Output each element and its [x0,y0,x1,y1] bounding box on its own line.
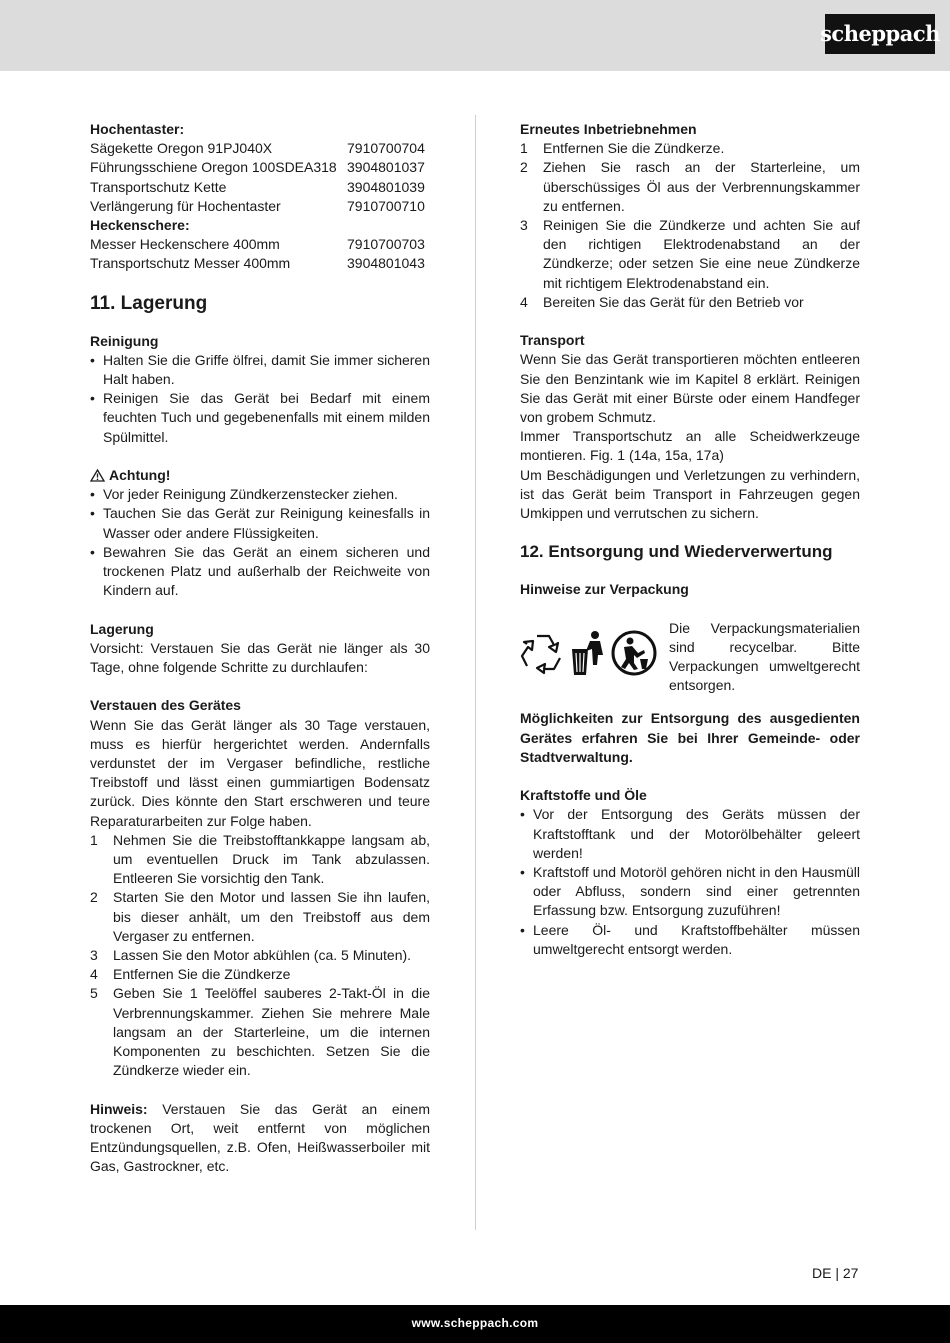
hinweis-paragraph: Hinweis: Verstauen Sie das Gerät an einem trockenen Ort, weit entfernt von möglichen Entzündungsquellen, z.B. Ofen, Heißwasserboiler mit Gas, Gastrockner, etc. [90,1100,430,1175]
section-11-title: 11. Lagerung [90,292,208,314]
lagerung-text: Vorsicht: Verstauen Sie das Gerät nie länger als 30 Tage, ohne folgende Schritte zu durchlaufen: [90,639,430,676]
trash-bin-icon [570,629,606,677]
right-column [520,120,860,959]
verpackung-block [520,619,860,696]
parts-row [90,158,430,177]
parts-row [90,139,430,158]
kraftstoffe-heading: Kraftstoffe und Öle [520,787,647,804]
step-item: 3 Lassen Sie den Motor abkühlen (ca. 5 Minuten). [90,947,412,964]
transport-text-1: Wenn Sie das Gerät transportieren möchten entleeren Sie den Benzintank wie im Kapitel 8 erklärt. Reinigen Sie das Gerät mit einer Bürste oder einem Handfeger von grobem Schmutz. [520,351,860,426]
part-number: 7910700703 [347,236,425,253]
achtung-heading: Achtung! [90,466,430,485]
tidy-man-icon [610,629,658,677]
list-item: • Leere Öl- und Kraftstoffbehälter müssen umweltgerecht entsorgt werden. [520,921,860,957]
hochentaster-heading: Hochentaster: [90,121,185,137]
list-item: • Tauchen Sie das Gerät zur Reinigung keinesfalls in Wasser oder andere Flüssigkeiten. [90,505,430,541]
verstauen-heading: Verstauen des Gerätes [90,697,241,714]
part-number: 3904801039 [347,178,425,195]
step-item: 1 Nehmen Sie die Treibstofftankkappe langsam ab, um eventuellen Druck im Tank abzulassen. Entleeren Sie vorsichtig den Tank. [90,831,430,887]
part-number: 7910700704 [347,140,425,157]
step-item: 5 Geben Sie 1 Teelöffel sauberes 2-Takt-Öl in die Verbrennungskammer. Ziehen Sie mehrere Male langsam an der Starterleine, um die internen Komponenten zu beschichten. Setzen Sie die Zündkerze wieder ein. [90,985,430,1079]
part-number: 7910700710 [347,197,425,214]
list-item: • Kraftstoff und Motoröl gehören nicht in den Hausmüll oder Abfluss, sondern sind einer getrennten Erfassung bzw. Entsorgung zuzuführen! [520,864,860,919]
verpackung-heading: Hinweise zur Verpackung [520,581,689,598]
part-name: Führungsschiene Oregon 100SDEA318 [90,159,337,176]
parts-row [90,254,430,273]
erneutes-steps [520,139,860,312]
step-item: 4 Bereiten Sie das Gerät für den Betrieb vor [520,293,804,310]
verstauen-text: Wenn Sie das Gerät länger als 30 Tage verstauen, muss es hierfür hergerichtet werden. Andernfalls verdunstet der im Vergaser befindliche, restliche Treibstoff und lässt einen gummiartigen Bodensatz zurück. Dies könnte den Start erschweren und teure Reparaturarbeiten zur Folge haben. [90,716,430,829]
parts-row [90,235,430,254]
reinigung-heading: Reinigung [90,332,159,349]
step-item: 2 Starten Sie den Motor und lassen Sie ihn laufen, bis dieser anhält, um den Treibstoff aus dem Vergaser zu entfernen. [90,889,430,944]
footer-url[interactable]: www.scheppach.com [411,1316,539,1331]
parts-row [90,178,430,197]
part-number: 3904801043 [347,255,425,272]
parts-row [90,197,430,216]
warning-triangle-icon [90,469,105,482]
verpackung-text: Die Verpackungsmaterialien sind recycelbar. Bitte Verpackungen umweltgerecht entsorgen. [669,619,860,694]
page-number: DE | 27 [812,1265,859,1281]
heckenschere-heading: Heckenschere: [90,217,190,234]
part-number: 3904801037 [347,159,425,176]
part-name: Sägekette Oregon 91PJ040X [90,140,273,157]
list-item: • Vor jeder Reinigung Zündkerzenstecker ziehen. [90,486,398,503]
transport-heading: Transport [520,332,585,349]
reinigung-list [90,351,430,447]
header-band [0,0,950,71]
hochentaster-parts-list [90,139,430,216]
transport-text-2: Immer Transportschutz an alle Scheidwerkzeuge montieren. Fig. 1 (14a, 15a, 17a) [520,428,860,464]
list-item: • Halten Sie die Griffe ölfrei, damit Sie immer sicheren Halt haben. [90,351,430,388]
erneutes-heading: Erneutes Inbetriebnehmen [520,121,697,137]
step-item: 1 Entfernen Sie die Zündkerze. [520,140,725,157]
recycle-icon [520,630,566,676]
transport-text-3: Um Beschädigungen und Verletzungen zu verhindern, ist das Gerät beim Transport in Fahrzeugen gegen Umkippen und verrutschen zu sichern. [520,466,860,522]
part-name: Messer Heckenschere 400mm [90,236,280,253]
section-12-title: 12. Entsorgung und Wiederverwertung [520,542,833,562]
list-item: • Bewahren Sie das Gerät an einem sicheren und trockenen Platz und außerhalb der Reichweite von Kindern auf. [90,543,430,599]
step-item: 2 Ziehen Sie rasch an der Starterleine, um überschüssiges Öl aus der Verbrennungskammer zu entfernen. [520,159,860,214]
heckenschere-parts-list [90,235,430,273]
disposal-icons [520,619,669,683]
brand-logo: scheppach [825,14,935,54]
part-name: Verlängerung für Hochentaster [90,197,281,214]
step-item: 3 Reinigen Sie die Zündkerze und achten Sie auf den richtigen Elektrodenabstand an der Zündkerze; oder setzen Sie eine neue Zündkerze mit richtigem Elektrodenabstand ein. [520,217,860,291]
column-divider [475,115,476,1230]
step-item: 4 Entfernen Sie die Zündkerze [90,966,291,983]
moeglichkeiten-text: Möglichkeiten zur Entsorgung des ausgedienten Gerätes erfahren Sie bei Ihrer Gemeinde- oder Stadtverwaltung. [520,710,860,765]
part-name: Transportschutz Messer 400mm [90,255,291,272]
kraftstoffe-list [520,805,860,959]
verstauen-steps [90,831,430,1081]
part-name: Transportschutz Kette [90,178,227,195]
list-item: • Reinigen Sie das Gerät bei Bedarf mit einem feuchten Tuch und gegebenenfalls mit einem milden Spülmittel. [90,390,430,445]
lagerung-heading: Lagerung [90,620,154,637]
achtung-list [90,485,430,600]
footer-band [0,1305,950,1343]
list-item: • Vor der Entsorgung des Geräts müssen der Kraftstofftank und der Motorölbehälter geleert werden! [520,806,860,861]
left-column [90,120,430,1177]
